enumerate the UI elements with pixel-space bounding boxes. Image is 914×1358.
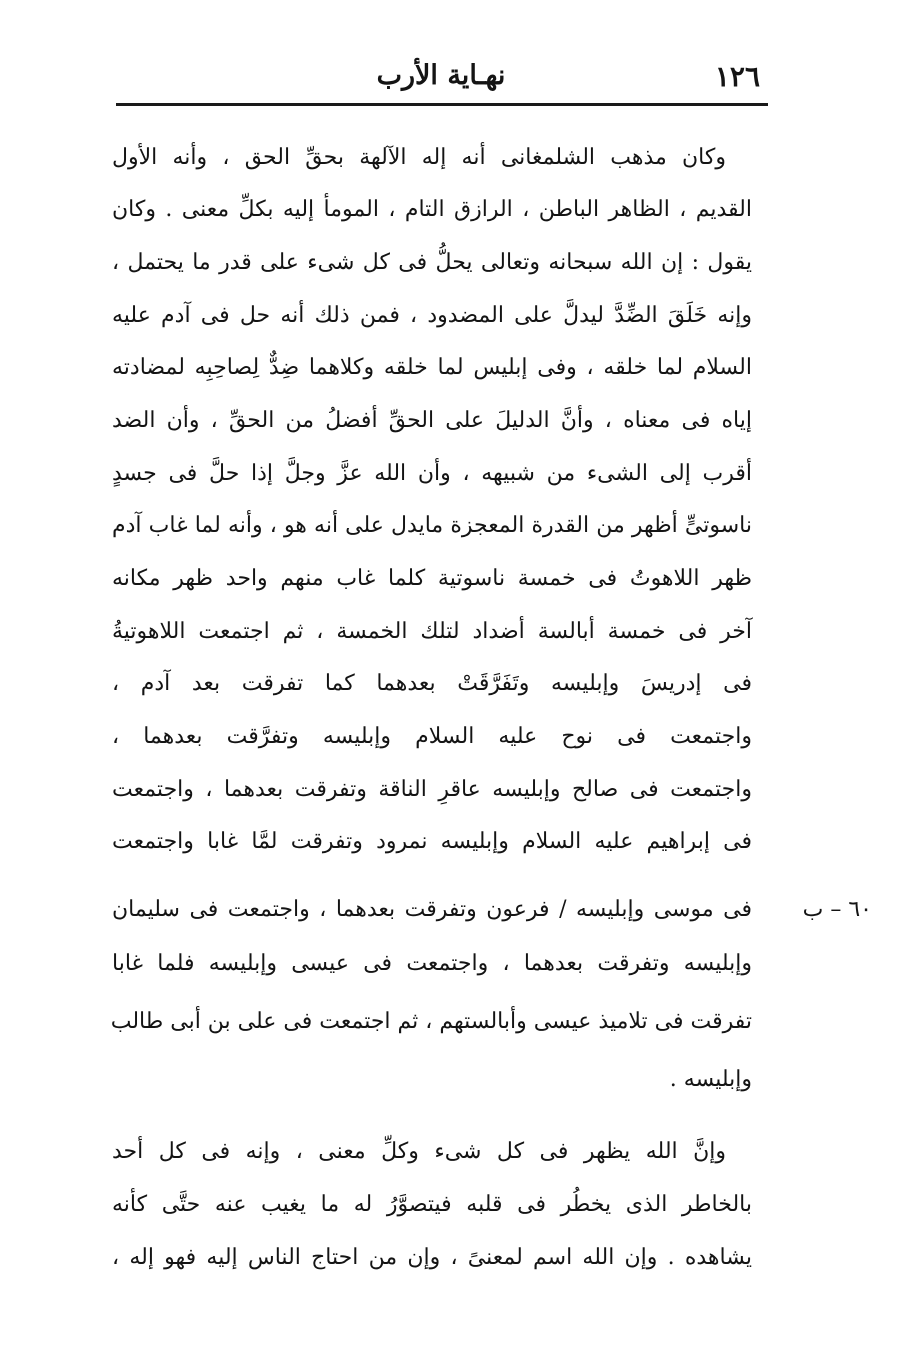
text-line: بالخاطر الذى يخطُر فى قلبه فيتصوَّرُ له ما يغيب عنه حتَّى كأنه: [112, 1192, 752, 1217]
text-line: فى موسى وإبليسه / فرعون وتفرقت بعدهما ، واجتمعت فى سليمان: [112, 897, 752, 922]
header-rule: [116, 103, 768, 106]
text-line: وإنَّ الله يظهر فى كل شىء وكلِّ معنى ، وإنه فى كل أحد: [112, 1139, 726, 1164]
text-line: يقول : إن الله سبحانه وتعالى يحلُّ فى كل شىء على قدر ما يحتمل ،: [112, 250, 752, 275]
text-line: واجتمعت فى صالح وإبليسه عاقرِ الناقة وتفرقت بعدهما ، واجتمعت: [112, 777, 752, 802]
text-line: يشاهده . وإن الله اسم لمعنىً ، وإن من احتاج الناس إليه فهو إله ،: [112, 1245, 752, 1270]
text-line: وإبليسه .: [669, 1067, 752, 1092]
text-line: إياه فى معناه ، وأنَّ الدليلَ على الحقِّ أفضلُ من الحقِّ ، وأن الضد: [112, 408, 752, 433]
text-line: وكان مذهب الشلمغانى أنه إله الآلهة بحقِّ الحق ، وأنه الأول: [112, 145, 726, 170]
text-line: فى إبراهيم عليه السلام وإبليسه نمرود وتفرقت لمَّا غابا واجتمعت: [112, 829, 752, 854]
text-line: السلام لما خلقه ، وفى إبليس لما خلقه وكلاهما ضِدٌّ لِصاحِبِه لمضادته: [112, 355, 752, 380]
text-line: القديم ، الظاهر الباطن ، الرازق التام ، المومأ إليه بكلِّ معنى . وكان: [112, 197, 752, 222]
text-line: تفرقت فى تلاميذ عيسى وأبالستهم ، ثم اجتمعت فى على بن أبى طالب: [110, 1009, 752, 1034]
text-line: ناسوتىٍّ أظهر من القدرة المعجزة مايدل على أنه هو ، وأنه لما غاب آدم: [112, 513, 752, 538]
text-line: وإنه خَلَقَ الضِّدَّ ليدلَّ على المضدود ، فمن ذلك أنه حل فى آدم عليه: [112, 303, 752, 328]
page-number: ١٢٦: [714, 60, 760, 93]
text-line: فى إدريسَ وإبليسه وتَفَرَّقَتْ بعدهما كما تفرقت بعد آدم ،: [112, 671, 752, 696]
running-title: نهـاية الأرب: [376, 60, 506, 91]
page-header: [118, 58, 764, 100]
text-line: أقرب إلى الشىء من شبيهه ، وأن الله عزَّ وجلَّ إذا حلَّ فى جسدٍ: [112, 461, 752, 486]
margin-folio-note: ٦٠ – ب: [802, 897, 872, 922]
text-line: وإبليسه وتفرقت بعدهما ، واجتمعت فى عيسى وإبليسه فلما غابا: [112, 951, 752, 976]
text-line: واجتمعت فى نوح عليه السلام وإبليسه وتفرَّقت بعدهما ،: [112, 724, 752, 749]
text-line: آخر فى خمسة أبالسة أضداد لتلك الخمسة ، ثم اجتمعت اللاهوتيةُ: [112, 619, 752, 644]
text-line: ظهر اللاهوتُ فى خمسة ناسوتية كلما غاب منهم واحد ظهر مكانه: [112, 566, 752, 591]
